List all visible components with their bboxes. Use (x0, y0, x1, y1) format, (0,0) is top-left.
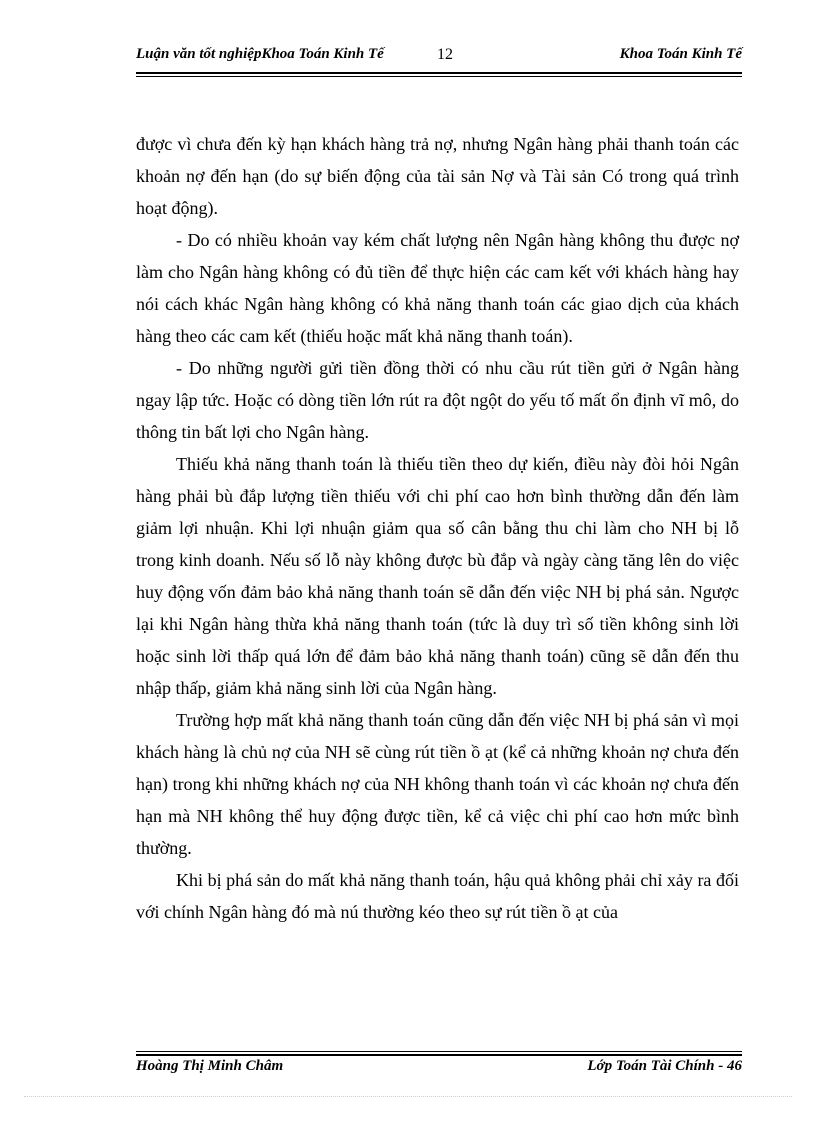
page-header (136, 46, 742, 68)
header-rule-thick (136, 72, 742, 74)
paragraph-continuation: được vì chưa đến kỳ hạn khách hàng trả nợ, nhưng Ngân hàng phải thanh toán các khoản nợ đến hạn (do sự biến động của tài sản Nợ và Tài sản Có trong quá trình hoạt động). (136, 134, 739, 218)
header-thesis-title: Luận văn tốt nghiệpKhoa Toán Kinh Tế (136, 46, 384, 62)
header-page-number: 12 (437, 46, 453, 63)
page-edge-divider (24, 1096, 792, 1097)
header-rule-thin (136, 76, 742, 77)
paragraph-liquidity-shortage: Thiếu khả năng thanh toán là thiếu tiền theo dự kiến, điều này đòi hỏi Ngân hàng phải bù đắp lượng tiền thiếu với chi phí cao hơn bình thường dẫn đến làm giảm lợi nhuận. Khi lợi nhuận giảm qua số cân bằng thu chi làm cho NH bị lỗ trong kinh doanh. Nếu số lỗ này không được bù đắp và ngày càng tăng lên do việc huy động vốn đảm bảo khả năng thanh toán sẽ dẫn đến việc NH bị phá sản. Ngược lại khi Ngân hàng thừa khả năng thanh toán (tức là duy trì số tiền không sinh lời hoặc sinh lời thấp quá lớn để đảm bảo khả năng thanh toán) cũng sẽ dẫn đến thu nhập thấp, giảm khả năng sinh lời của Ngân hàng. (136, 454, 739, 698)
footer-class-page: Lớp Toán Tài Chính - 46 (587, 1058, 742, 1074)
footer-rule-thin (136, 1051, 742, 1052)
paragraph-bullet-withdrawals: - Do những người gửi tiền đồng thời có nhu cầu rút tiền gửi ở Ngân hàng ngay lập tức. Hoặc có dòng tiền lớn rút ra đột ngột do yếu tố mất ổn định vĩ mô, do thông tin bất lợi cho Ngân hàng. (136, 358, 739, 442)
paragraph-bullet-bad-loans: - Do có nhiều khoản vay kém chất lượng nên Ngân hàng không thu được nợ làm cho Ngân hàng không có đủ tiền để thực hiện các cam kết với khách hàng hay nói cách khác Ngân hàng không có khả năng thanh toán các giao dịch của khách hàng theo các cam kết (thiếu hoặc mất khả năng thanh toán). (136, 230, 739, 346)
document-body (136, 128, 739, 928)
header-faculty: Khoa Toán Kinh Tế (619, 46, 742, 62)
footer-rule-thick (136, 1054, 742, 1056)
paragraph-bankruptcy-case: Trường hợp mất khả năng thanh toán cũng dẫn đến việc NH bị phá sản vì mọi khách hàng là chủ nợ của NH sẽ cùng rút tiền ồ ạt (kể cả những khoản nợ chưa đến hạn) trong khi những khách nợ của NH không thanh toán vì các khoản nợ chưa đến hạn mà NH không thể huy động được tiền, kể cả việc chi phí cao hơn mức bình thường. (136, 710, 739, 858)
footer-author: Hoàng Thị Minh Châm (136, 1058, 284, 1074)
paragraph-consequences: Khi bị phá sản do mất khả năng thanh toán, hậu quả không phải chỉ xảy ra đối với chính Ngân hàng đó mà nú thường kéo theo sự rút tiền ồ ạt của (136, 870, 739, 922)
page-footer (136, 1058, 742, 1080)
